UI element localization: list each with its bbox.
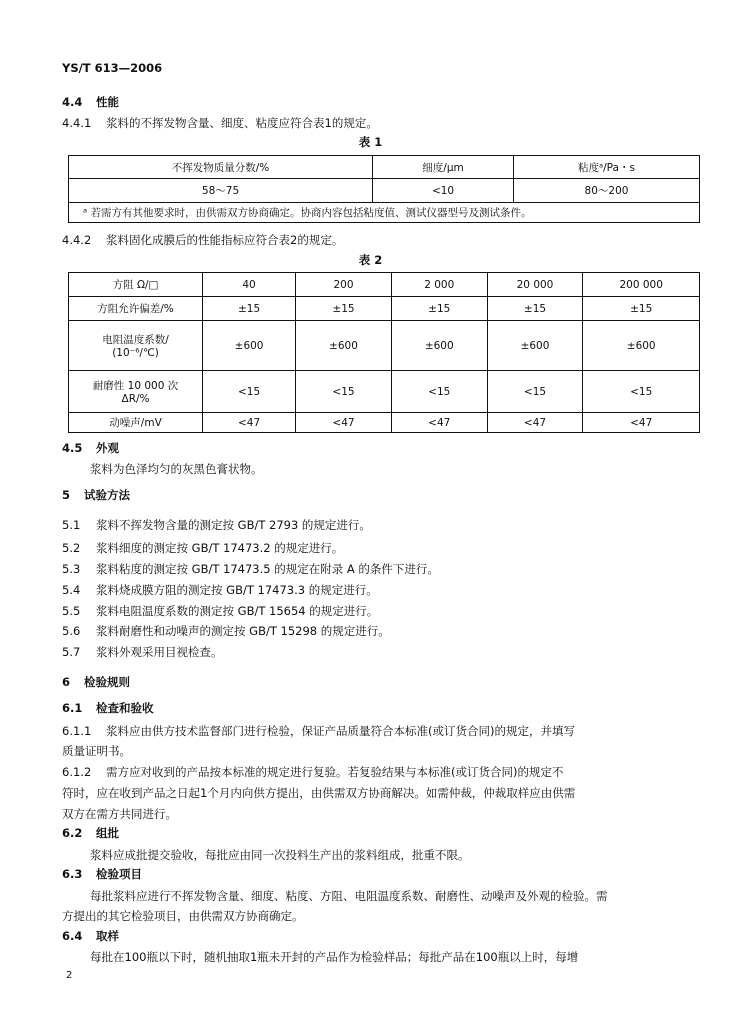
table2-cell: 200 000: [583, 273, 700, 297]
table1-caption: 表 1: [358, 135, 383, 149]
table2-row-header: 电阻温度系数/ (10⁻⁶/℃): [69, 321, 203, 371]
item-text: 浆料细度的测定按 GB/T 17473.2 的规定进行。: [96, 541, 344, 555]
item-text: 浆料烧成膜方阻的测定按 GB/T 17473.3 的规定进行。: [96, 583, 378, 597]
table2-cell: ±15: [203, 297, 296, 321]
section-4-5-text: 浆料为色泽均匀的灰黑色膏状物。: [90, 462, 263, 476]
table2-row-header: 耐磨性 10 000 次 ΔR/%: [69, 371, 203, 413]
table2-cell: <47: [391, 413, 487, 433]
item-text: 浆料不挥发物含量的测定按 GB/T 2793 的规定进行。: [96, 518, 371, 532]
table2-cell: 20 000: [487, 273, 583, 297]
table2-cell: ±600: [203, 321, 296, 371]
item-text: 浆料粘度的测定按 GB/T 17473.5 的规定在附录 A 的条件下进行。: [96, 562, 439, 576]
table1-header: 不挥发物质量分数/%: [69, 156, 373, 179]
table2-cell: ±15: [487, 297, 583, 321]
section-6-4-text: 每批在100瓶以下时，随机抽取1瓶未开封的产品作为检验样品；每批产品在100瓶以上时，每增: [90, 950, 579, 964]
section-5-item: [62, 517, 371, 533]
section-6-1-2-cont: 符时，应在收到产品之日起1个月内向供方提出，由供需双方协商解决。如需仲裁，仲裁取样应由供需: [62, 786, 576, 800]
table2-cell: ±600: [296, 321, 392, 371]
item-number: 5.7: [62, 645, 81, 659]
table2-cell: <47: [487, 413, 583, 433]
item-number: 5.1: [62, 518, 81, 532]
table2-row-header: 方阻 Ω/□: [69, 273, 203, 297]
table2-cell: ±600: [487, 321, 583, 371]
section-6-3-cont: 方提出的其它检验项目，由供需双方协商确定。: [62, 909, 304, 923]
standard-header: YS/T 613—2006: [62, 61, 163, 75]
table-1: [68, 155, 700, 223]
section-4-4: 4.4 性能: [62, 95, 119, 109]
table2-cell: <15: [487, 371, 583, 413]
table2-cell: ±15: [391, 297, 487, 321]
table1-cell: 58～75: [69, 179, 373, 203]
section-6-3: 6.3 检验项目: [62, 867, 142, 881]
table2-row: [69, 413, 700, 433]
table1-header: 细度/μm: [373, 156, 514, 179]
item-number: 5.2: [62, 541, 81, 555]
table2-row: [69, 297, 700, 321]
section-5-item: [62, 623, 390, 639]
table1-cell: <10: [373, 179, 514, 203]
section-5-item: [62, 644, 223, 660]
section-6: 6 检验规则: [62, 675, 130, 689]
page-number: 2: [66, 970, 73, 981]
section-5: 5 试验方法: [62, 488, 130, 502]
item-number: 5.3: [62, 562, 81, 576]
table2-cell: <15: [391, 371, 487, 413]
section-6-3-text: 每批浆料应进行不挥发物含量、细度、粘度、方阻、电阻温度系数、耐磨性、动噪声及外观的检验。需: [90, 889, 608, 903]
table2-cell: 200: [296, 273, 392, 297]
section-6-4: 6.4 取样: [62, 929, 119, 943]
table2-cell: <15: [203, 371, 296, 413]
table2-cell: <15: [583, 371, 700, 413]
table2-cell: ±15: [583, 297, 700, 321]
section-5-item: [62, 561, 439, 577]
section-4-4-1: 4.4.1 浆料的不挥发物含量、细度、粘度应符合表1的规定。: [62, 116, 378, 130]
table2-row-header: 方阻允许偏差/%: [69, 297, 203, 321]
table2-cell: 40: [203, 273, 296, 297]
table1-cell: 80～200: [514, 179, 700, 203]
table2-cell: <15: [296, 371, 392, 413]
section-6-2: 6.2 组批: [62, 826, 119, 840]
table2-cell: <47: [583, 413, 700, 433]
item-number: 5.4: [62, 583, 81, 597]
table2-caption: 表 2: [358, 253, 383, 267]
table2-cell: <47: [203, 413, 296, 433]
item-number: 5.5: [62, 604, 81, 618]
item-text: 浆料耐磨性和动噪声的测定按 GB/T 15298 的规定进行。: [96, 624, 390, 638]
section-5-item: [62, 603, 378, 619]
table2-cell: <47: [296, 413, 392, 433]
item-text: 浆料电阻温度系数的测定按 GB/T 15654 的规定进行。: [96, 604, 379, 618]
table1-header: 粘度ᵃ/Pa・s: [514, 156, 700, 179]
section-6-1-1-cont: 质量证明书。: [62, 744, 131, 758]
section-6-1: 6.1 检查和验收: [62, 701, 154, 715]
section-5-item: [62, 540, 343, 556]
item-number: 5.6: [62, 624, 81, 638]
table2-row: [69, 273, 700, 297]
table2-cell: ±600: [583, 321, 700, 371]
section-6-1-2: 6.1.2 需方应对收到的产品按本标准的规定进行复验。若复验结果与本标准(或订货合同)的规定不: [62, 765, 564, 779]
table2-row: [69, 321, 700, 371]
table2-cell: ±600: [391, 321, 487, 371]
table2-row: [69, 371, 700, 413]
table1-note: ᵃ 若需方有其他要求时，由供需双方协商确定。协商内容包括粘度值、测试仪器型号及测试条件。: [69, 203, 700, 223]
section-6-1-1: 6.1.1 浆料应由供方技术监督部门进行检验，保证产品质量符合本标准(或订货合同)的规定，并填写: [62, 724, 575, 738]
table-2: [68, 272, 700, 433]
section-4-5: 4.5 外观: [62, 441, 119, 455]
table2-cell: ±15: [296, 297, 392, 321]
table2-row-header: 动噪声/mV: [69, 413, 203, 433]
section-4-4-2: 4.4.2 浆料固化成膜后的性能指标应符合表2的规定。: [62, 233, 344, 247]
item-text: 浆料外观采用目视检查。: [96, 645, 223, 659]
section-5-item: [62, 582, 378, 598]
section-6-2-text: 浆料应成批提交验收，每批应由同一次投料生产出的浆料组成，批重不限。: [90, 848, 470, 862]
table2-cell: 2 000: [391, 273, 487, 297]
section-6-1-2-cont: 双方在需方共同进行。: [62, 807, 177, 821]
